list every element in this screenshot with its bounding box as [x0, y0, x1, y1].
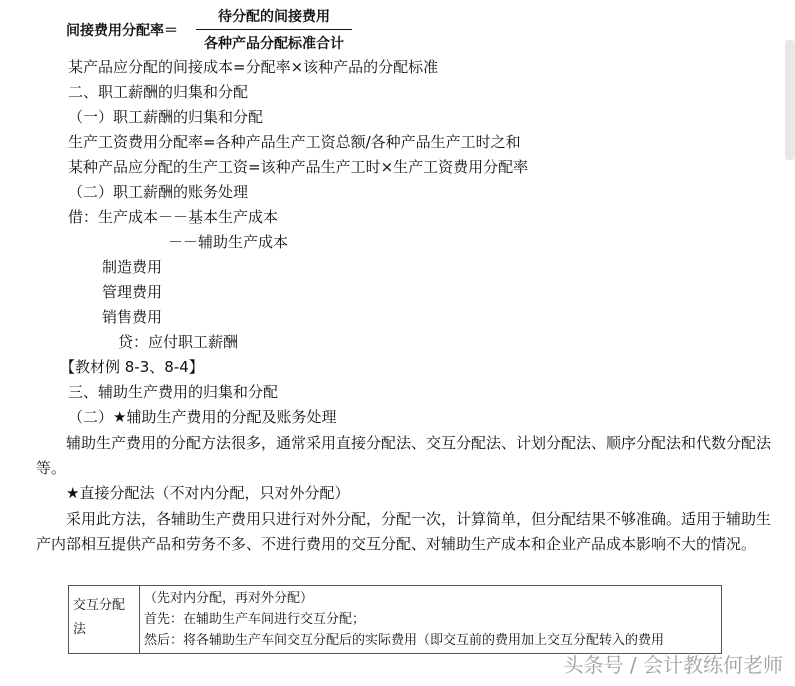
table-line: 首先：在辅助生产车间进行交互分配； [144, 612, 366, 627]
journal-debit-line: 销售费用 [102, 308, 163, 326]
table-head-cell: 交互分配法 [69, 586, 140, 654]
scrollbar[interactable] [785, 40, 795, 160]
formula-numerator: 待分配的间接费用 [218, 9, 330, 25]
journal-debit-line: －－辅助生产成本 [168, 233, 289, 251]
table-line: （先对内分配，再对外分配） [144, 591, 314, 606]
watermark: 头条号 / 会计教练何老师 [563, 653, 783, 677]
journal-debit-line: 管理费用 [102, 283, 163, 301]
paragraph: 采用此方法，各辅助生产费用只进行对外分配，分配一次，计算简单，但分配结果不够准确。适用于辅助生产内部相互提供产品和劳务不多、不进行费用的交互分配、对辅助生产成本和企业产品成本影响不大的情况。 [36, 510, 772, 553]
method-table [68, 585, 722, 654]
subsection-heading: （二）职工薪酬的账务处理 [68, 183, 249, 201]
journal-debit-line: 制造费用 [102, 258, 163, 276]
text-line: 某种产品应分配的生产工资=该种产品生产工时×生产工资费用分配率 [68, 158, 529, 176]
paragraph: 辅助生产费用的分配方法很多，通常采用直接分配法、交互分配法、计划分配法、顺序分配法和代数分配法等。 [36, 434, 772, 477]
section-heading: 三、辅助生产费用的归集和分配 [68, 383, 279, 401]
paragraph-heading: ★直接分配法（不对内分配，只对外分配） [66, 484, 350, 502]
subsection-heading: （一）职工薪酬的归集和分配 [68, 108, 264, 126]
formula-fraction [194, 6, 354, 53]
table-body-cell [140, 586, 722, 654]
section-heading: 二、职工薪酬的归集和分配 [68, 83, 249, 101]
formula-denominator: 各种产品分配标准合计 [204, 36, 344, 52]
formula [66, 6, 366, 56]
subsection-heading: （二）★辅助生产费用的分配及账务处理 [68, 408, 337, 426]
table-row [69, 586, 722, 654]
journal-debit-line: 借：生产成本－－基本生产成本 [68, 208, 279, 226]
textbook-example-ref: 【教材例 8-3、8-4】 [60, 358, 204, 376]
text-line: 某产品应分配的间接成本=分配率×该种产品的分配标准 [68, 58, 439, 76]
journal-credit-line: 贷：应付职工薪酬 [118, 333, 239, 351]
formula-lhs: 间接费用分配率＝ [66, 23, 178, 39]
text-line: 生产工资费用分配率=各种产品生产工资总额/各种产品生产工时之和 [68, 133, 521, 151]
table-line: 然后：将各辅助生产车间交互分配后的实际费用（即交互前的费用加上交互分配转入的费用 [144, 633, 665, 648]
